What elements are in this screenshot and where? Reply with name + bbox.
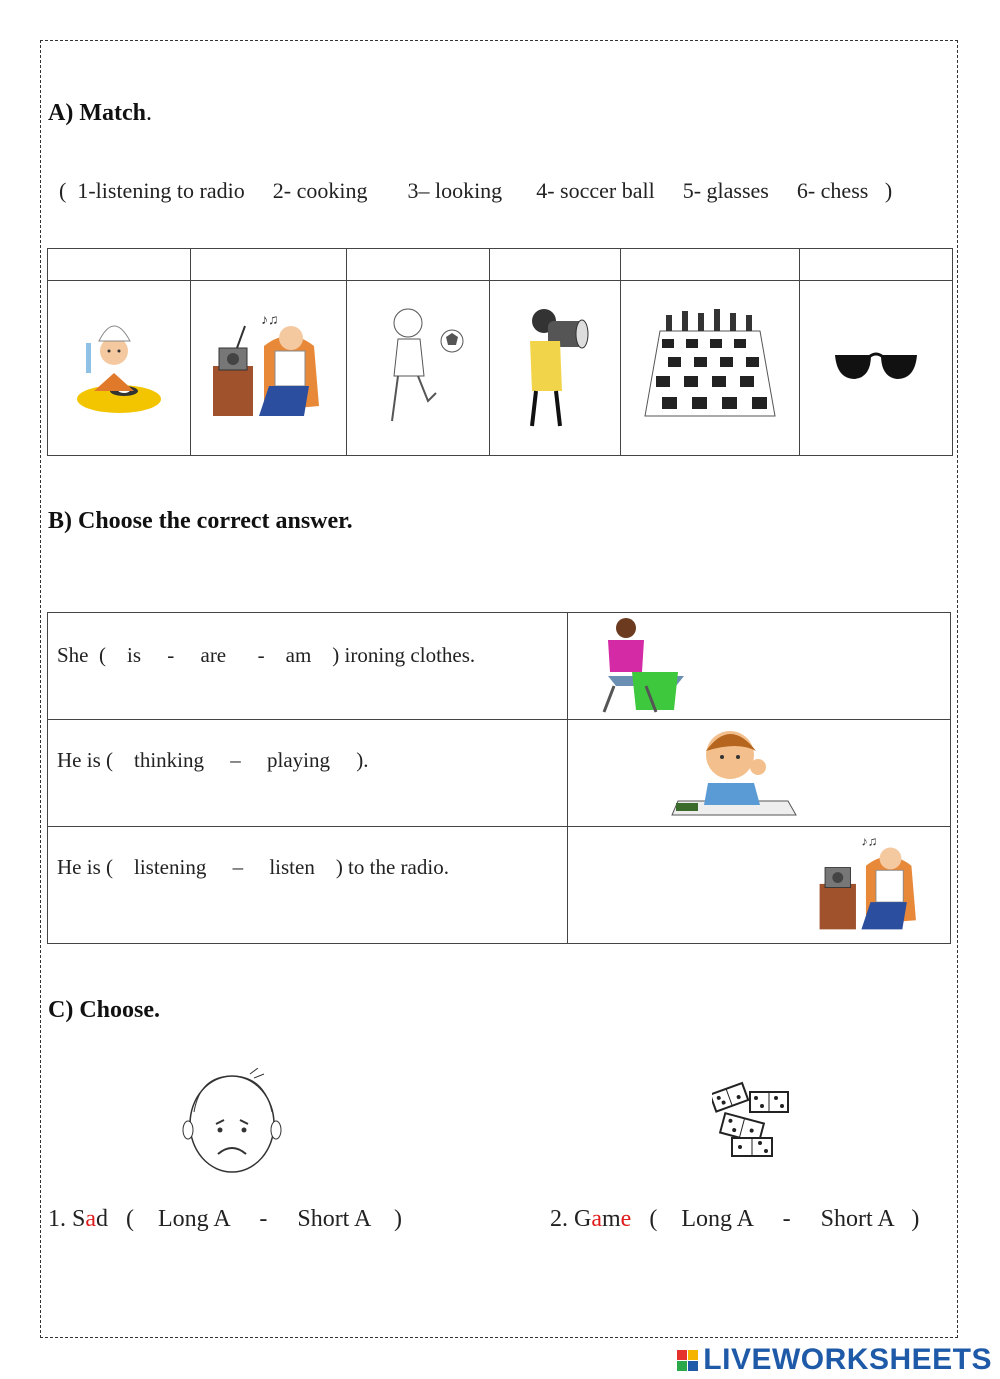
option-4: 4- soccer ball <box>536 178 655 203</box>
answer-box-4[interactable] <box>490 249 621 281</box>
answer-box-3[interactable] <box>347 249 490 281</box>
match-table <box>47 248 953 456</box>
option-1: ( 1-listening to radio <box>59 178 245 203</box>
sad-face-icon <box>180 1068 285 1178</box>
question-2-picture <box>568 720 951 827</box>
answer-box-5[interactable] <box>621 249 800 281</box>
liveworksheets-logo <box>677 1343 992 1377</box>
option-5: 5- glasses <box>682 178 769 203</box>
man-binoculars-icon <box>520 301 590 431</box>
phonics-item-2[interactable]: 2. Game ( Long A - Short A ) <box>550 1206 920 1232</box>
question-2-text: He is ( thinking – playing ). <box>57 748 369 772</box>
match-options <box>48 152 892 204</box>
dominoes-icon <box>712 1078 794 1160</box>
boy-soccer-icon <box>368 301 468 431</box>
question-1-text: She ( is - are - am ) ironing clothes. <box>57 643 476 667</box>
boy-thinking-icon <box>668 723 798 818</box>
picture-chess <box>621 281 800 456</box>
section-c-title: C) Choose. <box>48 997 160 1023</box>
old-man-radio-icon <box>209 306 329 426</box>
option-3: 3– looking <box>407 178 503 203</box>
question-3-text: He is ( listening – listen ) to the radio. <box>57 855 449 879</box>
sunglasses-icon <box>831 341 921 391</box>
old-man-radio-icon <box>813 833 928 933</box>
option-2: 2- cooking <box>272 178 368 203</box>
svg-text:♪♫: ♪♫ <box>260 312 278 328</box>
logo-text: LIVEWORKSHEETS <box>703 1343 992 1376</box>
phonics-item-1[interactable]: 1. Sad ( Long A - Short A ) <box>48 1206 403 1232</box>
picture-glasses <box>800 281 953 456</box>
chess-board-icon <box>640 301 780 431</box>
section-b-title: B) Choose the correct answer. <box>48 508 353 534</box>
question-2[interactable] <box>48 720 568 827</box>
picture-soccer <box>347 281 490 456</box>
answer-box-6[interactable] <box>800 249 953 281</box>
option-6: 6- chess ) <box>796 178 893 203</box>
picture-radio <box>191 281 347 456</box>
answer-box-2[interactable] <box>191 249 347 281</box>
picture-cooking <box>48 281 191 456</box>
section-a-title: A) Match. <box>48 100 152 126</box>
logo-blocks-icon <box>677 1350 698 1371</box>
woman-ironing-icon <box>586 614 686 714</box>
question-3[interactable] <box>48 827 568 944</box>
question-1[interactable] <box>48 613 568 720</box>
question-3-picture <box>568 827 951 944</box>
choose-table <box>47 612 951 944</box>
question-1-picture <box>568 613 951 720</box>
answer-box-1[interactable] <box>48 249 191 281</box>
cooking-girl-icon <box>74 311 164 421</box>
svg-text:♪♫: ♪♫ <box>861 834 878 849</box>
picture-binoculars <box>490 281 621 456</box>
